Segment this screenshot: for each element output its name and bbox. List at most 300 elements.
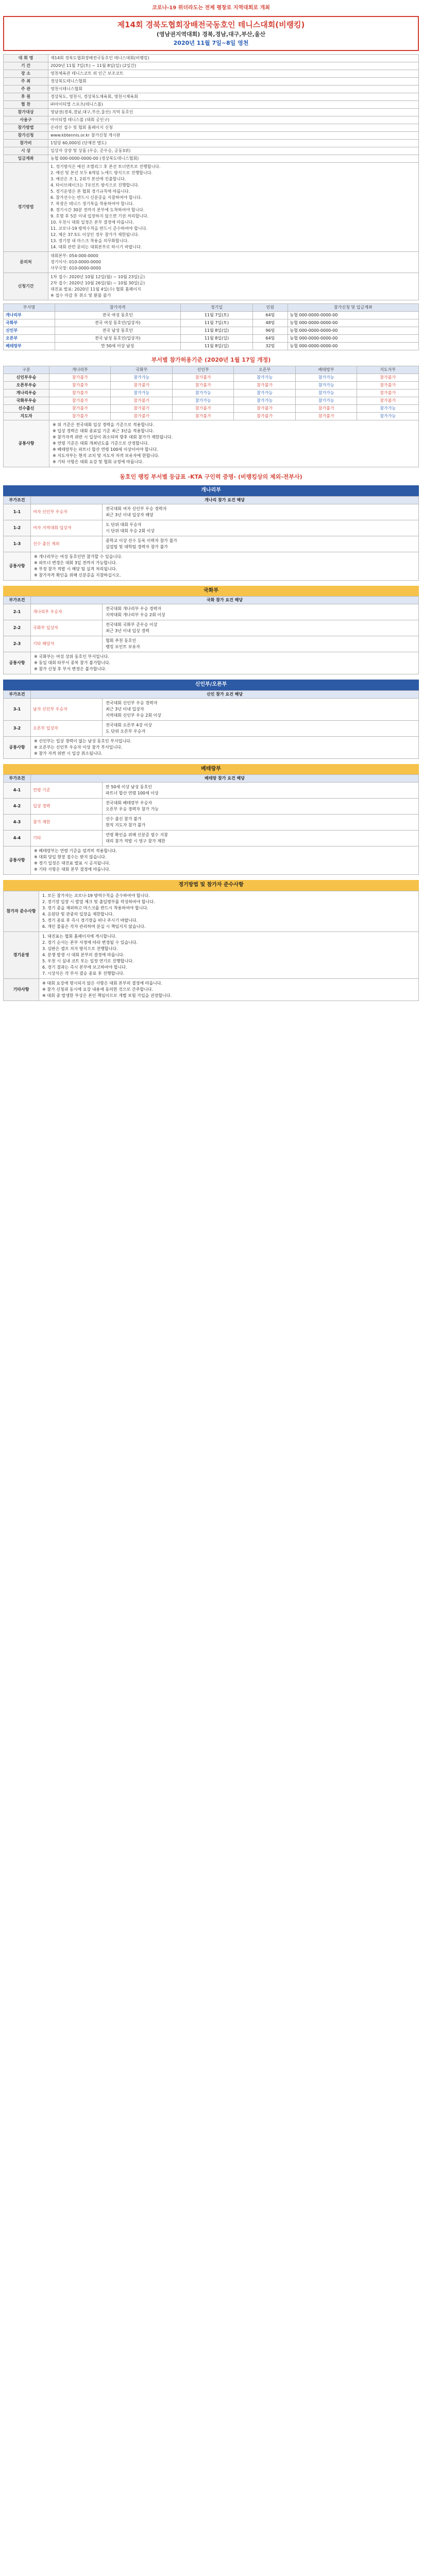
info-value: 영천체육관 테니스코트 외 인근 보조코트 [48,70,419,77]
list-item: 대진표 발표: 2020년 11월 4일(수) 협회 홈페이지 [50,286,141,292]
column-header: 신인부 [172,366,233,374]
list-item: 9. 호명 후 5분 이내 입장하지 않으면 기권 처리합니다. [50,213,149,218]
table-row [4,815,419,831]
notes-label: 공통사항 [4,420,49,467]
table-cell: 참가불가 [357,397,419,404]
section-table [3,690,419,759]
column-header: 국화부 [111,366,172,374]
row-label: 4-4 [4,831,31,846]
requirement: 기타 [31,831,103,846]
info-value: 경상북도테니스협회 [48,77,419,85]
table-cell: 참가가능 [234,389,295,397]
list-item: ※ 베테랑부는 연령 기준을 엄격히 적용합니다. [34,849,117,854]
requirement: 개나리부 우승자 [31,604,103,620]
table-cell: 48팀 [253,319,288,327]
table-row [4,636,419,652]
section-bar: 국화부 [3,586,419,597]
list-item: 5. 경기 종료 후 즉시 경기장을 떠나 주시기 바랍니다. [42,918,138,923]
table-cell: 참가불가 [49,374,111,381]
table-row [4,799,419,815]
row-label: 국화부우승 [4,397,49,404]
info-table [3,54,419,163]
list-item: 전국대회 여자 신인부 우승 경력자 [106,506,167,511]
table-row [4,831,419,846]
rules-label: 경기방법 [4,162,48,251]
table-row [4,652,419,674]
requirement-list [103,698,419,720]
table-cell: 참가불가 [234,381,295,389]
requirement-list [103,799,419,815]
table-row [4,397,419,404]
row-label: 오픈부우승 [4,381,49,389]
list-item: 지역대회 개나리부 우승 2회 이상 [106,613,165,618]
table-cell: 참가불가 [111,381,172,389]
requirement-list [103,604,419,620]
table-row [4,327,419,334]
row-label: 공통사항 [4,846,31,875]
list-item: ※ 접수 마감 후 취소 및 환불 불가 [50,293,111,298]
list-item: 1. 대진표는 협회 홈페이지에 게시합니다. [42,934,116,939]
table-cell: 참가불가 [172,374,233,381]
list-item: 5. 경기운영은 본 협회 경기규칙에 따릅니다. [50,189,130,194]
table-row [4,736,419,758]
list-item: 중학교 이상 선수 등록 이력자 참가 불가 [106,538,177,543]
info-row [4,70,419,77]
list-item: 최근 3년 이내 입상자 [106,706,144,711]
list-item: 랭킹 포인트 보유자 [106,645,140,650]
table-cell: 전국 여성 동호인 [55,311,180,319]
list-item: 만 50세 이상 남성 동호인 [106,785,152,790]
table-row [4,536,419,552]
list-item: ※ 대회 당일 현장 접수는 받지 않습니다. [34,855,107,860]
list-item: 5. 우천 시 실내 코트 또는 일정 연기로 진행합니다. [42,958,134,963]
list-item: 사무국장: 010-0000-0000 [50,265,101,270]
info-value: 온라인 접수 및 협회 홈페이지 신청 [48,124,419,131]
page [0,0,422,1011]
list-item: ※ 경기 일정은 대진표 발표 시 공지됩니다. [34,861,111,866]
table-cell: 참가가능 [172,397,233,404]
row-label: 1-3 [4,536,31,552]
table-cell: 참가가능 [295,374,357,381]
requirement-list [31,652,419,674]
list-item: 전국대회 신인부 우승 경력자 [106,700,158,705]
column-header: 부가조건 [4,597,31,604]
column-header: 인원 [253,303,288,311]
table-cell: 참가불가 [111,404,172,412]
table-cell: 참가가능 [111,374,172,381]
row-label: 지도자 [4,412,49,420]
list-item: 6. 참가선수는 반드시 신분증을 지참하여야 합니다. [50,195,142,200]
list-item: 지역대회 신인부 우승 2회 이상 [106,713,161,718]
row-label: 1-1 [4,504,31,520]
column-header: 부서명 [4,303,55,311]
requirement-list [103,720,419,736]
table-row [4,504,419,520]
row-label: 4-3 [4,815,31,831]
row-label: 참가자 준수사항 [4,891,39,931]
table-cell: 농협 000-0000-0000-00 [288,311,419,319]
row-label: 1-2 [4,520,31,536]
table-cell: 참가가능 [234,397,295,404]
list-item: ※ 동일 대회 타부서 중복 참가 불가합니다. [34,660,111,666]
table-row [4,381,419,389]
table-cell: 개나리부 [4,311,55,319]
info-row [4,116,419,124]
info-row [4,62,419,70]
table-cell: 신인부 [4,327,55,334]
table-cell: 96팀 [253,327,288,334]
info-row [4,131,419,139]
row-label: 경기운영 [4,931,39,978]
table-cell: 64팀 [253,334,288,342]
info-value: www.kbtennis.or.kr 참가신청 게시판 [48,131,419,139]
list-item: ※ 오픈부는 신인부 우승자 이상 참가 부서입니다. [34,744,123,750]
section-header-row [4,496,419,504]
event-dates: 2020년 11월 7일~8일 영천 [173,40,249,46]
row-label: 2-2 [4,620,31,636]
ranking-intro: 동호인 랭킹 부서별 등급표 -KTA 구인력 증명- (비랭킹상의 제외-전부사) [120,473,302,480]
row-label: 선수출신 [4,404,49,412]
list-item: ※ 부정 참가 적발 시 해당 팀 실격 처리됩니다. [34,566,117,571]
list-item: ※ 대회 요강에 명시되지 않은 사항은 대회 본부의 결정에 따릅니다. [42,980,163,986]
info-label: 후 원 [4,93,48,100]
final-notes-bar: 경기방법 및 참가자 준수사항 [3,880,419,891]
table-row [4,846,419,875]
list-item: ※ 참가자격 확인을 위해 신분증을 지참하십시오. [34,572,121,578]
table-row [4,620,419,636]
table-cell: 참가불가 [295,404,357,412]
list-item: 8. 경기시간 30분 전까지 본부에 도착하여야 합니다. [50,207,145,212]
column-header: 경기일 [180,303,253,311]
requirement: 입상 경력 [31,799,103,815]
row-label: 공통사항 [4,736,31,758]
table-row [4,412,419,420]
table-row [4,783,419,799]
table-cell: 참가가능 [357,412,419,420]
list-item: ※ 신인부는 입상 경력이 없는 남성 동호인 부서입니다. [34,738,132,743]
table-cell: 참가불가 [234,404,295,412]
info-label: 입금계좌 [4,155,48,162]
column-header: 부가조건 [4,496,31,504]
table-cell: 참가불가 [111,397,172,404]
list-item: ※ 참가 자격 위반 시 입상 취소됩니다. [34,751,103,756]
notes-list [39,891,419,931]
list-item: ※ 참가 신청 후 부서 변경은 불가합니다. [34,667,107,672]
table-cell: 참가불가 [172,404,233,412]
requirement: 오픈부 입상자 [31,720,103,736]
table-cell: 참가불가 [49,381,111,389]
info-label: 협 찬 [4,100,48,108]
requirement-list [103,783,419,799]
notes-row [4,420,419,467]
list-item: 선수 출신 참가 불가 [106,817,142,822]
divisions-table [3,303,419,350]
requirement: 연령 기준 [31,783,103,799]
list-item: 전국대회 베테랑부 우승자 [106,801,153,806]
list-item: 14. 대회 관련 문의는 대회본부로 하시기 바랍니다. [50,244,142,249]
row-label: 2-3 [4,636,31,652]
column-header: 부가조건 [4,775,31,783]
list-item: 3. 예선은 조 1, 2위가 본선에 진출합니다. [50,176,126,181]
list-item: 1. 경기방식은 예선 조별리그 후 본선 토너먼트로 진행합니다. [50,164,161,169]
list-item: ※ 지도자부는 현직 코치 및 지도자 자격 보유자에 한합니다. [53,453,160,458]
info-row [4,155,419,162]
table-cell: 참가불가 [295,412,357,420]
list-item: 경기이사: 010-0000-0000 [50,259,101,264]
table-cell: 11월 8일(일) [180,342,253,350]
table-cell: 참가불가 [49,404,111,412]
list-item: 2. 예선 및 본선 모두 6게임 노애드 방식으로 진행합니다. [50,170,153,175]
list-item: ※ 기타 사항은 대회 본부 결정에 따릅니다. [34,867,111,872]
list-item: ※ 참가자격 위반 시 입상이 취소되며 향후 대회 참가가 제한됩니다. [53,434,173,439]
table-cell: 참가가능 [234,374,295,381]
info-label: 참가신청 [4,131,48,139]
info-label: 대 회 명 [4,54,48,62]
list-item: 13. 경기장 내 마스크 착용을 의무화합니다. [50,238,129,243]
table-cell: 참가가능 [357,404,419,412]
info-value: 입상자 상장 및 상품 (우승, 준우승, 공동3위) [48,147,419,155]
table-cell: 베테랑부 [4,342,55,350]
eligibility-table [3,366,419,467]
info-row [4,93,419,100]
division-sections [3,485,419,875]
title-box [3,16,419,51]
requirement-list [103,520,419,536]
requirement-list [103,831,419,846]
section-header-row [4,690,419,698]
requirement-list [31,846,419,875]
table-cell: 참가가능 [172,389,233,397]
column-header: 베테랑 참가 요건 해당 [31,775,419,783]
row-label: 2-1 [4,604,31,620]
list-item: 3. 경기 중을 제외하고 마스크를 반드시 착용하여야 합니다. [42,905,148,910]
requirement-list [103,636,419,652]
list-item: 오픈부 우승 경력자 참가 가능 [106,807,159,812]
table-row [4,404,419,412]
requirement-list [103,815,419,831]
info-row [4,77,419,85]
table-row [4,389,419,397]
list-item: 6. 경기 결과는 즉시 본부에 보고하여야 합니다. [42,964,127,970]
table-cell: 전국 남성 동호인 [55,327,180,334]
table-cell: 참가가능 [295,397,357,404]
list-item: ※ 연령 기준은 대회 개최년도를 기준으로 산정합니다. [53,440,149,446]
list-item: ※ 국화부는 여성 상위 동호인 부서입니다. [34,654,109,659]
row-label: 신인부우승 [4,374,49,381]
table-row [4,698,419,720]
requirement: 기타 해당자 [31,636,103,652]
requirement: 국화부 입상자 [31,620,103,636]
table-row [4,552,419,580]
list-item: 2. 경기 순서는 본부 사정에 따라 변경될 수 있습니다. [42,940,138,945]
list-item: 도 단위 대회 우승자 [106,522,142,527]
table-cell: 64팀 [253,311,288,319]
list-item: 대리 참가 적발 시 영구 참가 제한 [106,839,165,844]
list-item: 3. 심판은 셀프 저지 방식으로 진행합니다. [42,946,118,951]
rules-table [3,162,419,300]
list-item: 2차 접수: 2020년 10월 26일(월) ~ 10월 30일(금) [50,280,145,285]
info-value: 아이티엘 테니스볼 (대회 공인구) [48,116,419,124]
column-header: 신인 참가 요건 해당 [31,690,419,698]
column-header: 베테랑부 [295,366,357,374]
requirement-list [103,536,419,552]
list-item: 최근 3년 이내 입상 경력 [106,629,149,634]
list-item: ※ 위 기준은 전국대회 입상 경력을 기준으로 적용합니다. [53,422,155,427]
row-label: 3-1 [4,698,31,720]
table-cell: 참가불가 [49,412,111,420]
table-cell: 전국 남성 동호인(입상자) [55,334,180,342]
table-cell: 만 50세 이상 남성 [55,342,180,350]
info-row [4,100,419,108]
list-item: 2. 경기장 입장 시 발열 체크 및 출입명부를 작성하여야 합니다. [42,899,155,904]
list-item: 최근 3년 이내 입상자 해당 [106,512,154,517]
list-item: 파트너 합산 연령 100세 이상 [106,791,159,796]
requirement: 남자 신인부 우승자 [31,698,103,720]
table-cell: 참가가능 [295,381,357,389]
column-header: 오픈부 [234,366,295,374]
list-item: 도 단위 오픈부 우승자 [106,728,146,734]
table-row [4,374,419,381]
column-header: 국화 참가 요건 해당 [31,597,419,604]
final-notes-table [3,891,419,1001]
list-item: 4. 응원단 및 관중의 입장을 제한합니다. [42,911,114,917]
list-item: 1. 모든 참가자는 코로나-19 방역수칙을 준수하여야 합니다. [42,893,150,898]
table-cell: 참가불가 [357,389,419,397]
requirement-list [103,504,419,520]
requirement-list [103,620,419,636]
info-value: 영천시테니스협회 [48,85,419,93]
table-cell: 참가불가 [234,412,295,420]
table-row [4,334,419,342]
apply-list [48,273,419,300]
list-item: 실업팀 및 대학팀 경력자 참가 불가 [106,544,168,549]
notes-list [39,978,419,1001]
info-label: 기 간 [4,62,48,70]
table-row [4,520,419,536]
list-item: 7. 시상식은 각 부서 결승 종료 후 진행합니다. [42,971,125,976]
rules-list [48,162,419,251]
row-label: 4-2 [4,799,31,815]
info-label: 장 소 [4,70,48,77]
row-label: 공통사항 [4,652,31,674]
event-title: 제14회 경북도협회장배전국동호인 테니스대회(비랭킹) [117,20,305,29]
event-subtitle: (영남권지역대회) 경북,경남,대구,부산,울산 [156,31,266,38]
table-cell: 농협 000-0000-0000-00 [288,334,419,342]
table-row [4,319,419,327]
info-row [4,85,419,93]
table-row [4,978,419,1001]
section-bar: 신인부/오픈부 [3,680,419,690]
table-row [4,342,419,350]
column-header: 구분 [4,366,49,374]
list-item: 전국대회 개나리부 우승 경력자 [106,606,162,612]
row-label: 개나리우승 [4,389,49,397]
section-header-row [4,775,419,783]
list-item: 연령 확인을 위해 신분증 필수 지참 [106,833,168,838]
list-item: ※ 개나리부는 여성 동호인만 참가할 수 있습니다. [34,554,123,559]
list-item: 전국대회 오픈부 4강 이상 [106,722,152,727]
table-cell: 11월 8일(일) [180,334,253,342]
contact-list [48,251,419,273]
notes-list [49,420,419,467]
list-item: 협회 추천 동호인 [106,638,137,643]
info-label: 시 상 [4,147,48,155]
list-item: 4. 타이브레이크는 7포인트 방식으로 진행합니다. [50,182,140,188]
list-item: 대회본부: 054-000-0000 [50,253,98,258]
info-label: 주 관 [4,85,48,93]
table-row [4,311,419,319]
info-label: 참가대상 [4,108,48,116]
row-label: 4-1 [4,783,31,799]
table-row [4,720,419,736]
table-row [4,891,419,931]
table-cell: 참가불가 [49,389,111,397]
list-item: 12. 체온 37.5도 이상인 경우 참가가 제한됩니다. [50,232,139,237]
table-cell: 32팀 [253,342,288,350]
requirement: 참가 제한 [31,815,103,831]
list-item: 6. 개인 물품은 각자 관리하며 분실 시 책임지지 않습니다. [42,924,146,929]
list-item: ※ 참가 신청과 동시에 요강 내용에 동의한 것으로 간주합니다. [42,987,154,992]
row-label: 기타사항 [4,978,39,1001]
info-value: 영남권(경북,경남,대구,부산,울산) 지역 동호인 [48,108,419,116]
column-header: 지도자부 [357,366,419,374]
row-label: 공통사항 [4,552,31,580]
table-cell: 참가가능 [295,389,357,397]
list-item: ※ 베테랑부는 파트너 합산 연령 100세 이상이어야 합니다. [53,447,158,452]
info-value: 제14회 경북도협회장배전국동호인 테니스대회(비랭킹) [48,54,419,62]
table-cell: 11월 7일(토) [180,319,253,327]
top-notice: 코로나-19 위더라도는 전제 평창로 지역대회로 개최 [152,5,270,11]
info-row [4,54,419,62]
table-cell: 11월 8일(일) [180,327,253,334]
info-value: 농협 000-0000-0000-00 (경상북도테니스협회) [48,155,419,162]
table-cell: 국화부 [4,319,55,327]
contact-label: 문의처 [4,251,48,273]
section-table [3,596,419,674]
list-item: 4. 분쟁 발생 시 대회 본부의 결정에 따릅니다. [42,952,125,957]
schedule-title: 부서별 참가허용기준 (2020년 1월 17일 개정) [151,356,271,363]
notes-list [39,931,419,978]
column-header: 개나리부 [49,366,111,374]
list-item: 10. 우천시 대회 일정은 본부 결정에 따릅니다. [50,219,134,225]
requirement-list [31,736,419,758]
table-cell: 참가불가 [49,397,111,404]
requirement: 여자 신인부 우승자 [31,504,103,520]
info-value: 경상북도, 영천시, 경상북도체육회, 영천시체육회 [48,93,419,100]
section-bar: 개나리부 [3,485,419,496]
requirement-list [31,552,419,580]
column-header: 개나리 참가 요건 해당 [31,496,419,504]
info-label: 참가비 [4,139,48,147]
section-bar: 베테랑부 [3,764,419,775]
table-cell: 참가불가 [357,381,419,389]
info-value: ㈜아이티엘 스포츠(테니스볼) [48,100,419,108]
table-cell: 참가불가 [172,381,233,389]
table-cell: 참가가능 [111,389,172,397]
column-header: 부가조건 [4,690,31,698]
table-cell: 농협 000-0000-0000-00 [288,319,419,327]
table-cell: 전국 여성 동호인(입상자) [55,319,180,327]
list-item: ※ 기타 사항은 대회 요강 및 협회 규정에 따릅니다. [53,459,144,464]
apply-label: 신청기간 [4,273,48,300]
info-row [4,124,419,131]
list-item: 전국대회 국화부 준우승 이상 [106,622,158,628]
list-item: 현직 지도자 참가 불가 [106,823,146,828]
table-cell: 농협 000-0000-0000-00 [288,342,419,350]
column-header: 참가신청 및 입금계좌 [288,303,419,311]
list-item: 11. 코로나-19 방역수칙을 반드시 준수하여야 합니다. [50,226,147,231]
row-label: 3-2 [4,720,31,736]
